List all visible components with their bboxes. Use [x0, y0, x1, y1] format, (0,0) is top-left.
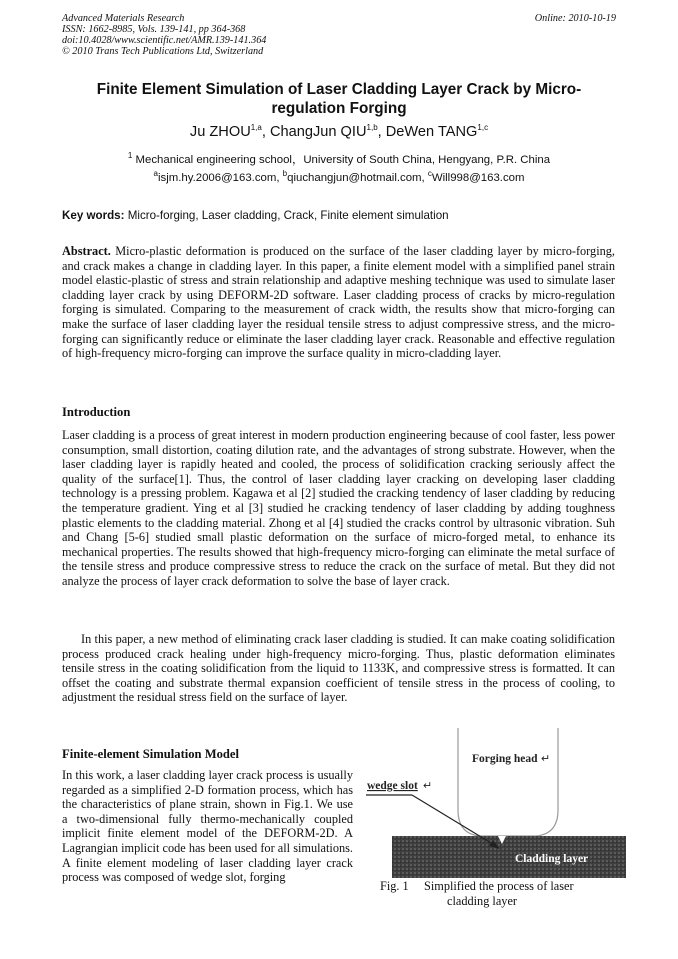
author-list: Ju ZHOU$^{1,a}$, ChangJun QIU$^{1,b}$, DeWen TANG$^{1,c}$ — [189, 123, 489, 140]
keywords — [62, 209, 449, 222]
journal-name: Advanced Materials Research — [62, 13, 185, 24]
author-emails: $^a$isjm.hy.2006@163.com, $^b$qiuchangjun@hotmail.com, $^c$Will998@163.com — [153, 169, 525, 184]
author-superscript: 1,a — [250, 123, 262, 133]
abstract-label: Abstract. — [62, 244, 111, 258]
journal-header — [62, 14, 616, 58]
abstract — [62, 244, 615, 361]
return-mark: ↵ — [541, 753, 551, 765]
author-name: Ju ZHOU — [189, 124, 251, 140]
figure-1 — [362, 728, 626, 878]
caption-text: Simplified the process of laser — [424, 879, 574, 893]
keywords-text: Micro-forging, Laser cladding, Crack, Finite element simulation — [124, 209, 449, 222]
keywords-label: Key words: — [62, 209, 125, 222]
figure-1-diagram — [362, 728, 626, 878]
author-superscript: 1,c — [477, 123, 489, 133]
email-link[interactable]: Will998@163.com — [431, 172, 525, 184]
intro-paragraph-1: Laser cladding is a process of great interest in modern production engineering because of cool faster, less power consumption, small distortion, coating dilution rate, and the advantages of strong substrate. However, when the laser cladding layer is rapidly heated and cooled, the process of solidification cracking seriously affect the quality of the surface[1]. Thus, the control of laser cladding layer cracking on developing laser cladding technology is a pressing problem. Kagawa et al [2] studied the cracking tendency of laser cladding by reducing the temperature gradient. Ying et al [3] studied he cracking tendency of laser cladding by adding toughness plastic elements to the cladding material. Zhong et al [4] studied the cracks control by ultrasonic vibration. Suh and Chang [5-6] studied small plastic deformation on the surface of micro-forged metal, to enhance its mechanical properties. The results showed that high-frequency micro-forging can eliminate the metal surface of the tensile stress and produce compressive stress to reduce the crack on the surface of metal. But they did not analyze the process of layer crack deformation to solve the base of layer crack. — [62, 428, 615, 588]
caption-text-continued: cladding layer — [447, 894, 517, 908]
forging-head-shape — [458, 728, 558, 836]
author-superscript: 1,b — [366, 123, 378, 133]
abstract-text: Micro-plastic deformation is produced on the surface of the laser cladding layer by micro-forging, and crack makes a change in cladding layer. In this paper, a finite element model with a simplified panel strain model elastic-plastic of stress and strain relationship and adaptive meshing technique was used to simulate laser cladding layer crack by using DEFORM-2D software. Laser cladding process of cracks by micro-regulation forging is simulated. Comparing to the measurement of crack width, the results show that micro-forging can make the surface of laser cladding layer the residual tensile stress to adjust compressive stress, and the micro-forging can significantly reduce or eliminate the laser cladding layer crack. Reasonable and effective regulation of high-frequency micro-forging can improve the surface quality in micro-cladding layer. — [62, 244, 615, 361]
forging-head-label: Forging head — [472, 753, 538, 765]
affiliation: $^1$ Mechanical engineering school，University of South China, Hengyang, P.R. China — [127, 151, 551, 166]
section-heading-fem: Finite-element Simulation Model — [62, 747, 239, 761]
return-mark: ↵ — [423, 780, 433, 792]
author-name: ChangJun QIU — [269, 124, 367, 140]
wedge-slot-label: wedge slot — [367, 780, 418, 792]
fem-paragraph: In this work, a laser cladding layer crack process is usually regarded as a simplified 2-D formation process, which has the characteristics of plane strain, shown in Fig.1. We use a two-dimensional fully thermo-mechanically coupled implicit finite element model of the DEFORM-2D. A Lagrangian implicit code has been used for all simulations. A finite element modeling of laser cladding layer crack process was composed of wedge slot, forging — [62, 768, 353, 885]
caption-number: Fig. 1 — [380, 879, 409, 893]
online-date: Online: 2010-10-19 — [534, 13, 616, 24]
cladding-layer-label: Cladding layer — [515, 853, 589, 865]
paper-title: Finite Element Simulation of Laser Cladding Layer Crack by Micro-regulation Forging — [96, 81, 582, 117]
intro-paragraph-2: In this paper, a new method of eliminating crack laser cladding is studied. It can make coating solidification process produced crack healing under high-frequency micro-forging. Thus, plastic deformation eliminates tensile stress in the coating solidification from the liquid to 1133K, and compressive stress is formatted. It can offset the coating and substrate thermal expansion coefficient of tensile stress in the process of cooling, to adjustment the residual stress field on the surface of layer. — [62, 632, 615, 705]
cladding-layer-block — [392, 836, 626, 878]
email-link[interactable]: qiuchangjun@hotmail.com, — [287, 172, 428, 184]
section-heading-introduction: Introduction — [62, 405, 131, 419]
doi: doi:10.4028/www.scientific.net/AMR.139-141.364 — [62, 34, 267, 46]
author-name: DeWen TANG — [385, 124, 478, 140]
email-link[interactable]: isjm.hy.2006@163.com, — [157, 172, 283, 184]
copyright: © 2010 Trans Tech Publications Ltd, Switzerland — [62, 45, 264, 57]
issn: ISSN: 1662-8985, Vols. 139-141, pp 364-368 — [62, 23, 246, 35]
figure-caption — [380, 879, 610, 909]
